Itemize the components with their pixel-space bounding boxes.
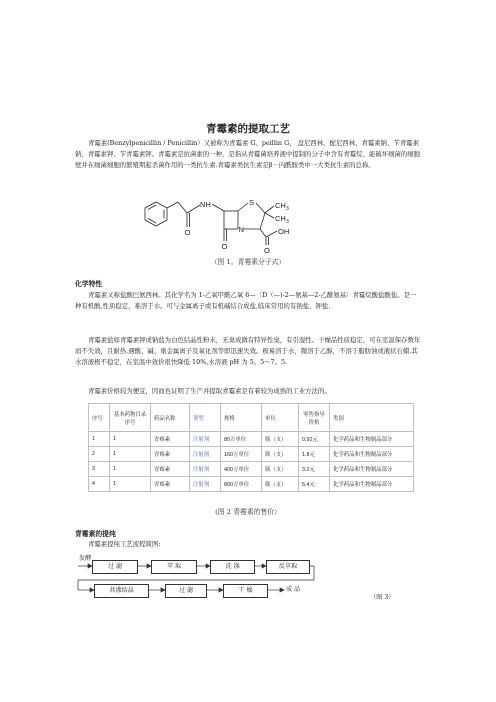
price-table bbox=[88, 403, 414, 492]
header-cell: 单位 bbox=[262, 404, 299, 432]
table-header-row bbox=[89, 404, 414, 432]
figure-2-caption: (图 2 青霉素的售价） bbox=[215, 508, 281, 516]
figure-3-caption: （图 3） bbox=[370, 594, 395, 601]
cell-catalog-number: 1 bbox=[110, 447, 151, 462]
table-row bbox=[89, 477, 414, 492]
intro-paragraph: 青霉素(Benzylpenicillin / Penicillin）又被称为青霉素 G、peillin G、 盘尼西林、配尼西林、青霉素钠、苄青霉素钠、青霉素钾、苄青霉素钾。青霉素是抗菌素的一种，是指从青霉菌培养液中提制的分子中含有青霉烷、能破坏细菌的细胞壁并在细菌细胞的繁殖期起杀菌作用的一类抗生素.青霉素类抗生素是β－内酰胺类中一大类抗生素的总称。 bbox=[75, 139, 421, 169]
flow-start-label: 发酵 bbox=[79, 555, 92, 562]
header-cell: 序号 bbox=[89, 404, 110, 432]
cell-spec: 400万单位 bbox=[221, 462, 262, 477]
header-cell: 类别 bbox=[330, 404, 414, 432]
cell-dosage-form: 注射剂 bbox=[190, 447, 221, 462]
flow-step-dry: 干 燥 bbox=[223, 584, 268, 598]
cell-category: 化学药品和生物制品部分 bbox=[330, 447, 414, 462]
atom-n: N bbox=[238, 225, 244, 234]
cell-category: 化学药品和生物制品部分 bbox=[330, 462, 414, 477]
atom-oh: OH bbox=[278, 227, 290, 236]
cell-index: 2 bbox=[89, 447, 110, 462]
cell-index: 4 bbox=[89, 477, 110, 492]
cell-price: 1.8元 bbox=[299, 447, 330, 462]
cell-drug-name: 青霉素 bbox=[151, 462, 190, 477]
chemistry-paragraph-3: 青霉素价格较为便宜，因而也证明了生产并提取青霉素是有着较为成熟的工业方法的。 bbox=[88, 387, 331, 395]
flow-step-filter-2: 过 滤 bbox=[165, 584, 207, 598]
figure-1-caption: （图 1。青霉素分子式） bbox=[210, 258, 286, 266]
chemistry-paragraph-2: 青霉素盐如青霉素钾或钠盐为白色结晶性粉末，无臭或微有特异性臭，有引湿性。干燥品性质稳定，可在室温保存数年而不失效，且耐热.遇酸、碱、重金属离子及氧化剂等即迅速失效。极易溶于水，微溶于乙醇，不溶于脂肪油或液状石蜡.其水溶液极不稳定，在室温中效价很快降低 10%,水溶液 pH 为 5。5～7。5. bbox=[75, 336, 421, 366]
structure-bonds bbox=[145, 202, 277, 245]
table-row bbox=[89, 432, 414, 447]
cell-spec: 80万单位 bbox=[221, 432, 262, 447]
table-row bbox=[89, 447, 414, 462]
flow-step-azeotropic-crystallization: 共沸结晶 bbox=[94, 584, 149, 598]
atom-ch3-top-subscript: 3 bbox=[286, 206, 289, 212]
cell-unit: 瓶（支） bbox=[262, 477, 299, 492]
cell-spec: 800万单位 bbox=[221, 477, 262, 492]
purification-paragraph: 青霉素提纯工艺流程简图: bbox=[88, 540, 161, 548]
cell-drug-name: 青霉素 bbox=[151, 447, 190, 462]
cell-category: 化学药品和生物制品部分 bbox=[330, 432, 414, 447]
atom-ch3-bottom: CH bbox=[275, 214, 286, 223]
cell-dosage-form: 注射剂 bbox=[190, 432, 221, 447]
cell-dosage-form: 注射剂 bbox=[190, 462, 221, 477]
table-row bbox=[89, 462, 414, 477]
penicillin-structure-diagram bbox=[140, 193, 360, 255]
cell-unit: 瓶（支） bbox=[262, 447, 299, 462]
section-heading-chemistry: 化学特性 bbox=[75, 280, 103, 288]
atom-nh: NH bbox=[200, 200, 211, 209]
flow-step-filter: 过 滤 bbox=[92, 560, 138, 574]
cell-price: 3.2元 bbox=[299, 462, 330, 477]
cell-catalog-number: 1 bbox=[110, 462, 151, 477]
cell-drug-name: 青霉素 bbox=[151, 432, 190, 447]
atom-ch3-bottom-subscript: 3 bbox=[286, 219, 289, 225]
atom-ch3-top: CH bbox=[275, 201, 286, 210]
header-cell: 基本药物目录序号 bbox=[110, 404, 151, 432]
flow-step-back-extract: 反萃取 bbox=[266, 560, 310, 574]
chemistry-paragraph-1: 青霉素又称盐酸巴氨西林。其化学名为 1-乙氧甲酰乙氧 6—〔D（—)-2—氨基—2-乙酰氨基〕青霉烷酸盐酸盐。是一种有机酸,性质稳定，难溶于水。可与金属离子或有机碱结合成盐,临床常用的有钠盐、钾盐. bbox=[75, 291, 417, 310]
cell-price: 5.4元 bbox=[299, 477, 330, 492]
cell-index: 3 bbox=[89, 462, 110, 477]
cell-spec: 160万单位 bbox=[221, 447, 262, 462]
cell-catalog-number: 1 bbox=[110, 432, 151, 447]
cell-index: 1 bbox=[89, 432, 110, 447]
atom-o-lactam: O bbox=[221, 242, 228, 251]
header-cell: 零售指导价格 bbox=[299, 404, 330, 432]
header-cell: 药品名称 bbox=[151, 404, 190, 432]
cell-category: 化学药品和生物制品部分 bbox=[330, 477, 414, 492]
atom-o-carboxyl: O bbox=[264, 246, 270, 255]
page-title: 青霉素的提取工艺 bbox=[206, 123, 290, 135]
cell-dosage-form: 注射剂 bbox=[190, 477, 221, 492]
flow-step-wash: 洗 涤 bbox=[210, 560, 255, 574]
cell-unit: 瓶（支） bbox=[262, 462, 299, 477]
cell-price: 0.92元 bbox=[299, 432, 330, 447]
cell-unit: 瓶（支） bbox=[262, 432, 299, 447]
cell-catalog-number: 1 bbox=[110, 477, 151, 492]
section-heading-purification: 青霉素的提纯 bbox=[75, 530, 116, 538]
atom-s: S bbox=[249, 198, 255, 207]
header-cell: 规格 bbox=[221, 404, 262, 432]
header-cell: 剂型 bbox=[190, 404, 221, 432]
flow-step-extract: 萃 取 bbox=[151, 560, 197, 574]
atom-o-amide: O bbox=[184, 228, 191, 237]
cell-drug-name: 青霉素 bbox=[151, 477, 190, 492]
flow-product-label: 成 品 bbox=[286, 586, 301, 593]
